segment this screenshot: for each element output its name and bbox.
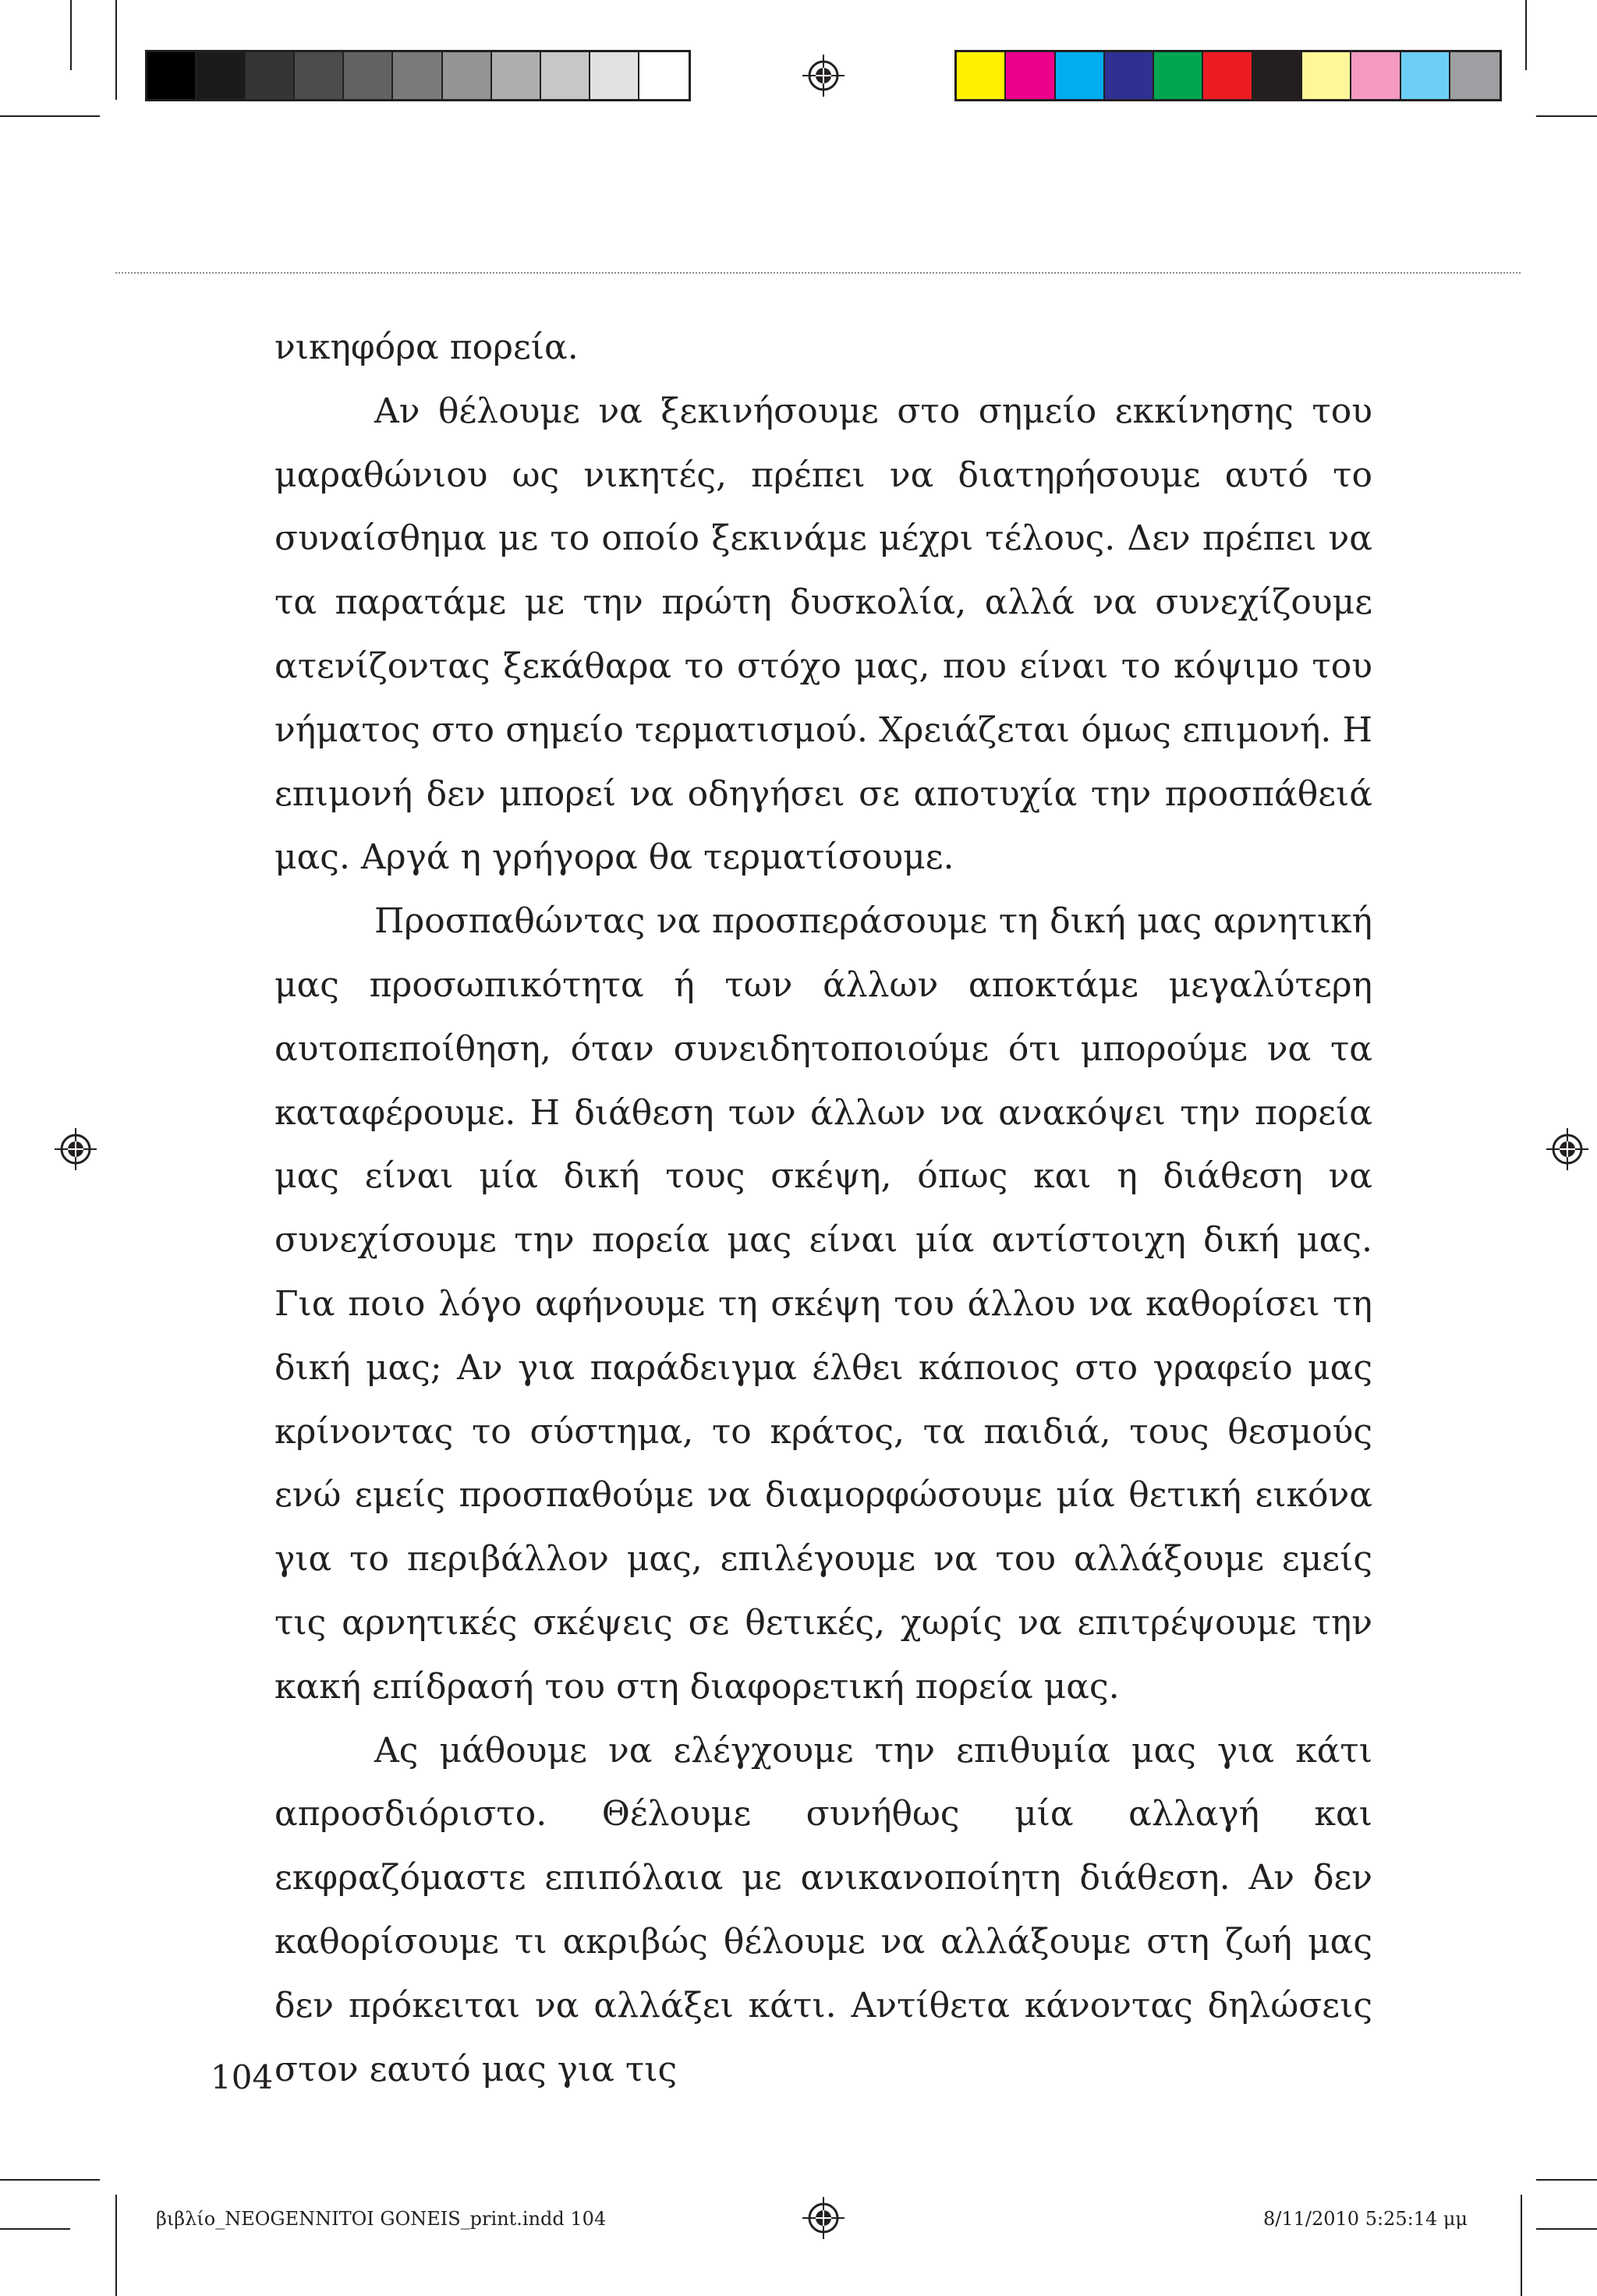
registration-mark-icon [802,55,845,97]
slug-file-name: βιβλίο_NEOGENNITOI GONEIS_print.indd 104 [156,2208,607,2230]
color-swatch [1006,52,1055,99]
color-swatch [1056,52,1105,99]
crop-mark [0,2228,70,2230]
paragraph: Προσπαθώντας να προσπεράσουμε τη δική μας αρνητική μας προσωπικότητα ή των άλλων αποκτάμε μεγαλύτερη αυτοπεποίθηση, όταν συνειδητοποιούμε ότι μπορούμε να τα καταφέρουμε. Η διάθεση των άλλων να ανακόψει την πορεία μας είναι μία δική τους σκέψη, όπως και η διάθεση να συνεχίσουμε την πορεία μας είναι μία αντίστοιχη δική μας. Για ποιο λόγο αφήνουμε τη σκέψη του άλλου να καθορίσει τη δική μας; Αν για παράδειγμα έλθει κάποιος στο γραφείο μας κρίνοντας το σύστημα, το κράτος, τα παιδιά, τους θεσμούς ενώ εμείς προσπαθούμε να διαμορφώσουμε μία θετική εικόνα για το περιβάλλον μας, επιλέγουμε να του αλλάξουμε εμείς τις αρνητικές σκέψεις σε θετικές, χωρίς να επιτρέψουμε την κακή επίδρασή του στη διαφορετική πορεία μας. [274,901,1372,1707]
color-swatch [1302,52,1351,99]
color-swatch [1154,52,1203,99]
gray-color-bar [145,50,691,101]
color-swatch [147,52,197,99]
body-text [274,316,1372,2101]
slug-timestamp: 8/11/2010 5:25:14 μμ [1263,2208,1468,2230]
color-swatch [1105,52,1154,99]
color-swatch [443,52,492,99]
color-swatch [1450,52,1500,99]
color-swatch [393,52,442,99]
paragraph: Αν θέλουμε να ξεκινήσουμε στο σημείο εκκίνησης του μαραθώνιου ως νικητές, πρέπει να διατηρήσουμε αυτό το συναίσθημα με το οποίο ξεκινάμε μέχρι τέλους. Δεν πρέπει να τα παρατάμε με την πρώτη δυσκολία, αλλά να συνεχίζουμε ατενίζοντας ξεκάθαρα το στόχο μας, που είναι το κόψιμο του νήματος στο σημείο τερματισμού. Χρειάζεται όμως επιμονή. Η επιμονή δεν μπορεί να οδηγήσει σε αποτυχία την προσπάθειά μας. Αργά η γρήγορα θα τερματίσουμε. [274,391,1372,878]
crop-mark [115,0,117,100]
trim-line [115,272,1521,274]
crop-mark [0,2179,100,2181]
color-swatch [295,52,344,99]
registration-mark-icon [55,1128,97,1170]
color-swatch [590,52,639,99]
crop-mark [1525,0,1527,70]
color-swatch [1351,52,1400,99]
color-swatch [197,52,246,99]
crop-mark [1521,2195,1522,2296]
crop-mark [1536,2228,1597,2230]
color-swatch [957,52,1006,99]
color-swatch [1203,52,1252,99]
registration-mark-icon [802,2197,845,2239]
registration-mark-icon [1546,1128,1588,1170]
crop-mark [0,115,100,117]
color-swatch [1253,52,1302,99]
color-swatch [639,52,689,99]
color-swatch [246,52,295,99]
paragraph: Ας μάθουμε να ελέγχουμε την επιθυμία μας για κάτι απροσδιόριστο. Θέλουμε συνήθως μία αλλαγή και εκφραζόμαστε επιπόλαια με ανικανοποίητη διάθεση. Αν δεν καθορίσουμε τι ακριβώς θέλουμε να αλλάξουμε στη ζωή μας δεν πρόκειται να αλλάξει κάτι. Αντίθετα κάνοντας δηλώσεις στον εαυτό μας για τις [274,1730,1372,2089]
color-swatch [1401,52,1450,99]
process-color-bar [954,50,1502,101]
color-swatch [344,52,393,99]
crop-mark [70,0,72,70]
color-swatch [492,52,541,99]
color-swatch [541,52,590,99]
crop-mark [1536,2179,1597,2181]
crop-mark [115,2195,117,2296]
crop-mark [1536,115,1597,117]
paragraph: νικηφόρα πορεία. [274,327,579,367]
page-number: 104 [211,2058,274,2096]
